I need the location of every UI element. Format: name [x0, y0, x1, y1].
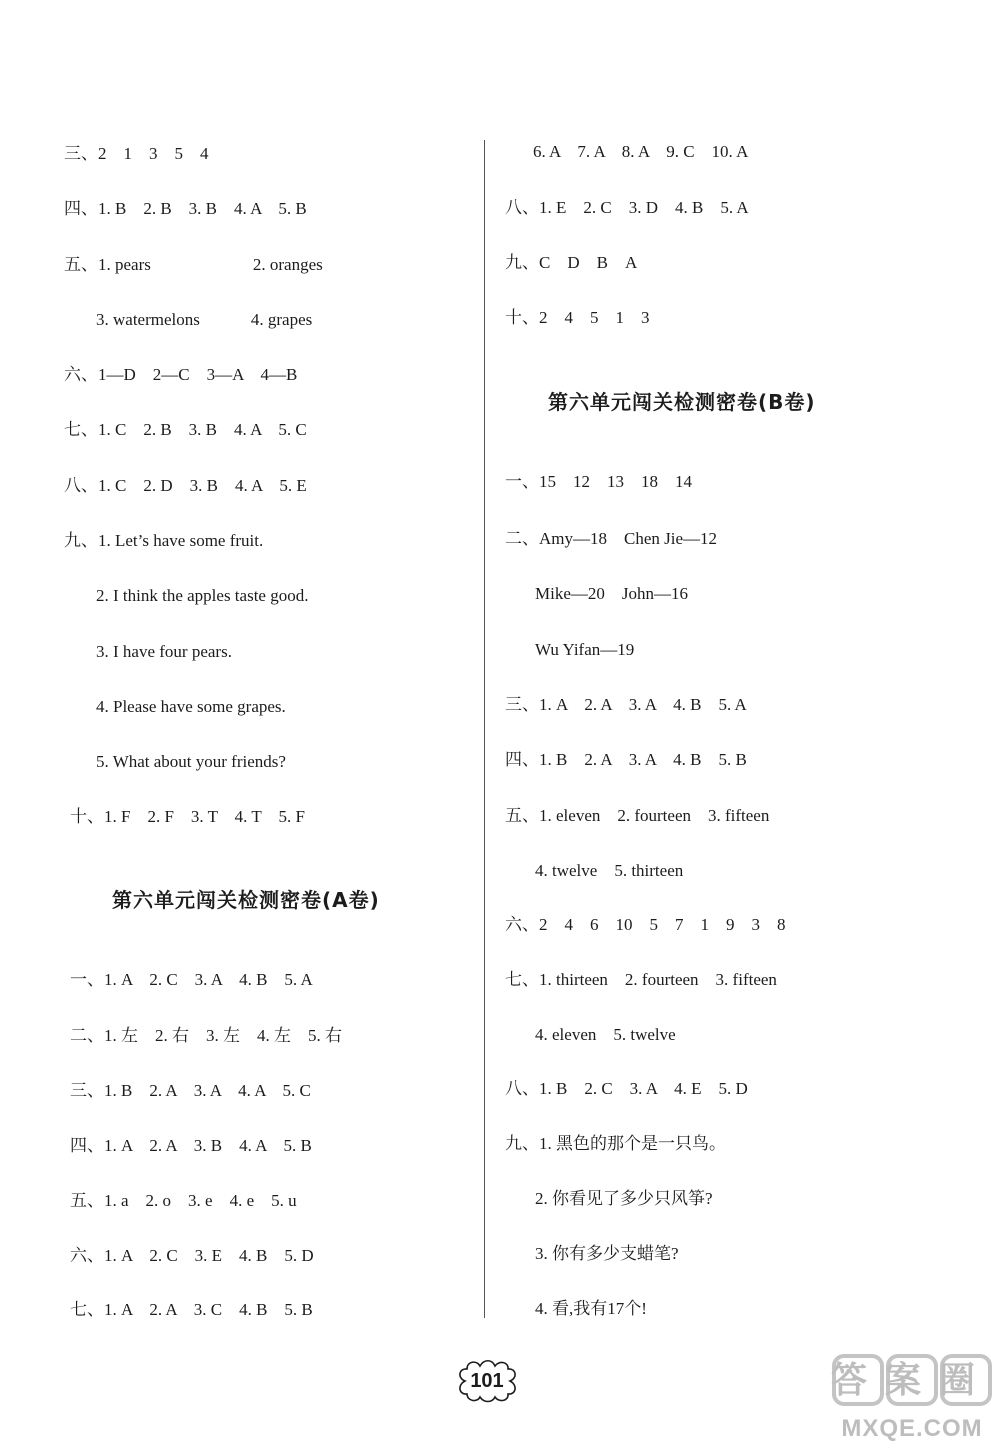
answer-line: 3. 你有多少支蜡笔? [535, 1244, 679, 1263]
answer-line: Mike—20 John—16 [535, 584, 688, 603]
answer-line: 6. A 7. A 8. A 9. C 10. A [533, 142, 749, 161]
answer-line: 三、2 1 3 5 4 [64, 144, 209, 163]
answer-line: 九、C D B A [505, 253, 638, 272]
answer-line: 二、Amy—18 Chen Jie—12 [505, 529, 718, 548]
section-title-a: 第六单元闯关检测密卷(A卷) [112, 888, 380, 912]
answer-line: 五、1. eleven 2. fourteen 3. fifteen [505, 806, 770, 825]
watermark-icon [830, 1352, 995, 1444]
answer-line: 七、1. C 2. B 3. B 4. A 5. C [64, 420, 307, 439]
answer-line: 九、1. Let’s have some fruit. [64, 531, 264, 550]
page-number-badge [455, 1358, 519, 1404]
answer-line: 5. What about your friends? [96, 752, 286, 771]
answer-line: 2. I think the apples taste good. [96, 586, 309, 605]
answer-line: 4. Please have some grapes. [96, 697, 286, 716]
answer-line: 六、2 4 6 10 5 7 1 9 3 8 [505, 915, 786, 934]
answer-line: 七、1. thirteen 2. fourteen 3. fifteen [505, 970, 777, 989]
answer-line: 3. I have four pears. [96, 642, 232, 661]
column-divider [484, 140, 485, 1318]
answer-line: 八、1. C 2. D 3. B 4. A 5. E [64, 476, 307, 495]
answer-line: 4. 看,我有17个! [535, 1299, 647, 1318]
page-number: 101 [470, 1370, 504, 1392]
answer-line: 三、1. A 2. A 3. A 4. B 5. A [505, 695, 747, 714]
answer-line: 十、1. F 2. F 3. T 4. T 5. F [70, 807, 305, 826]
answer-line: 4. eleven 5. twelve [535, 1025, 676, 1044]
answer-line: 五、1. pears 2. oranges [64, 255, 323, 274]
watermark-chars: 答案圈 [830, 1360, 994, 1401]
answer-line: 十、2 4 5 1 3 [505, 308, 650, 327]
watermark-url: MXQE.COM [841, 1415, 983, 1442]
answer-line: 八、1. B 2. C 3. A 4. E 5. D [505, 1079, 748, 1098]
answer-line: 七、1. A 2. A 3. C 4. B 5. B [70, 1300, 313, 1319]
answer-line: 4. twelve 5. thirteen [535, 861, 684, 880]
answer-line: 六、1—D 2—C 3—A 4—B [64, 365, 298, 384]
answer-line: 九、1. 黑色的那个是一只鸟。 [505, 1134, 726, 1153]
answer-line: 二、1. 左 2. 右 3. 左 4. 左 5. 右 [70, 1026, 342, 1045]
answer-line: 2. 你看见了多少只风筝? [535, 1189, 713, 1208]
answer-line: 3. watermelons 4. grapes [96, 310, 313, 329]
answer-line: 八、1. E 2. C 3. D 4. B 5. A [505, 198, 749, 217]
answer-line: 四、1. A 2. A 3. B 4. A 5. B [70, 1136, 312, 1155]
watermark-logo [830, 1352, 995, 1444]
answer-line: 六、1. A 2. C 3. E 4. B 5. D [70, 1246, 314, 1265]
answer-line: 五、1. a 2. o 3. e 4. e 5. u [70, 1191, 297, 1210]
answer-line: Wu Yifan—19 [535, 640, 635, 659]
answer-line: 四、1. B 2. A 3. A 4. B 5. B [505, 750, 747, 769]
section-title-b: 第六单元闯关检测密卷(B卷) [548, 390, 816, 414]
answer-line: 三、1. B 2. A 3. A 4. A 5. C [70, 1081, 311, 1100]
answer-line: 一、15 12 13 18 14 [505, 472, 692, 491]
answer-line: 四、1. B 2. B 3. B 4. A 5. B [64, 199, 307, 218]
answer-line: 一、1. A 2. C 3. A 4. B 5. A [70, 970, 313, 989]
